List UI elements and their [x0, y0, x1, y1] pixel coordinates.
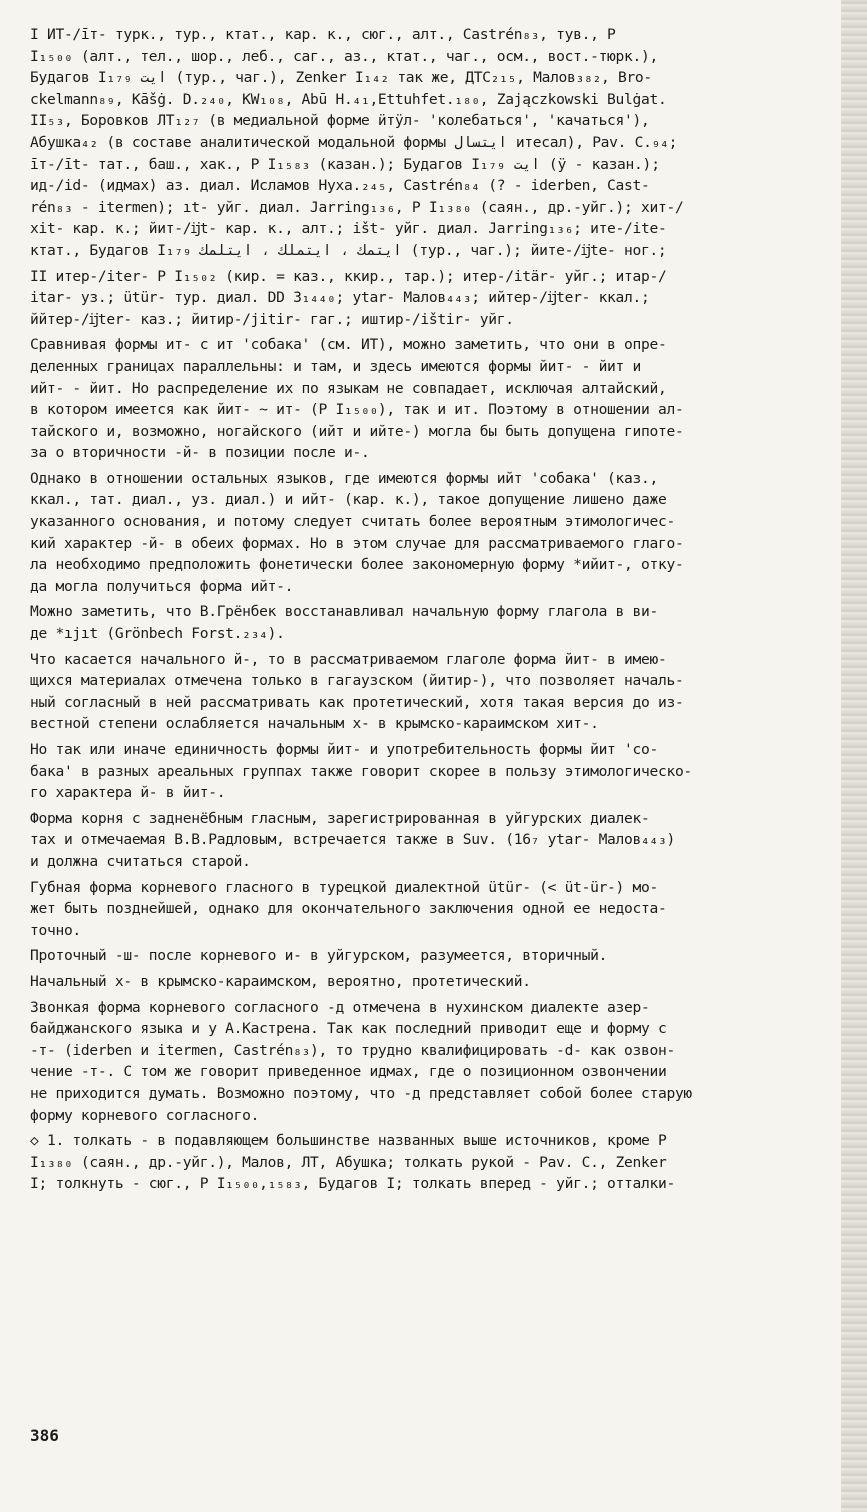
- page-number: 386: [30, 1426, 59, 1445]
- text-line: ййтер-/ĳter- каз.; йитир-/jitir- гаг.; иштир-/ištir- уйг.: [30, 310, 514, 328]
- text-line: Форма корня с задненёбным гласным, зарегистрированная в уйгурских диалек-: [30, 809, 650, 827]
- paragraph: [30, 1130, 845, 1195]
- paragraph: [30, 971, 845, 993]
- text-line: Что касается начального й-, то в рассматриваемом глаголе форма йит- в имею-: [30, 650, 667, 668]
- text-line: I; толкнуть - сюг., Р I₁₅₀₀,₁₅₈₃, Будагов I; толкать вперед - уйг.; отталки-: [30, 1175, 675, 1193]
- text-line: īт-/īt- тат., баш., хак., Р I₁₅₈₃ (казан.); Будагов I₁₇₉ ایت (ӱ - казан.);: [30, 155, 661, 173]
- text-line: ккал., тат. диал., уз. диал.) и ийт- (кар. к.), такое допущение лишено даже: [30, 491, 667, 509]
- text-line: Абушка₄₂ (в составе аналитической модальной формы ایتسال итесал), Pav. C.₉₄;: [30, 133, 678, 151]
- text-line: Губная форма корневого гласного в турецкой диалектной ütür- (< üt-ür-) мо-: [30, 878, 658, 896]
- text-line: II₅₃, Боровков ЛТ₁₂₇ (в медиальной форме ӥтӱл- 'колебаться', 'качаться'),: [30, 112, 650, 130]
- text-line: вестной степени ослабляется начальным х- в крымско-караимском хит-.: [30, 715, 599, 733]
- text-line: ид-/id- (идмах) аз. диал. Исламов Нуха.₂₄₅, Castrén₈₄ (? - iderben, Cast-: [30, 177, 650, 195]
- paragraph: [30, 997, 845, 1127]
- text-line: I₁₃₈₀ (саян., др.-уйг.), Малов, ЛТ, Абушка; толкать рукой - Pav. C., Zenker: [30, 1153, 667, 1171]
- text-line: ◇ 1. толкать - в подавляющем большинстве названных выше источников, кроме Р: [30, 1132, 667, 1150]
- text-line: Звонкая форма корневого согласного -д отмечена в нухинском диалекте азер-: [30, 998, 650, 1016]
- text-line: байджанского языка и у А.Кастрена. Так как последний приводит еще и форму с: [30, 1020, 667, 1038]
- text-line: да могла получиться форма ийт-.: [30, 577, 294, 595]
- text-line: ный согласный в ней рассматривать как протетический, хотя такая версия до из-: [30, 693, 684, 711]
- text-line: Однако в отношении остальных языков, где имеются формы ийт 'собака' (каз.,: [30, 469, 658, 487]
- paragraph: [30, 945, 845, 967]
- text-line: Проточный -ш- после корневого и- в уйгурском, разумеется, вторичный.: [30, 947, 608, 965]
- document-body: [30, 24, 845, 1199]
- text-line: деленных границах параллельны: и там, и здесь имеются формы йит- - йит и: [30, 357, 642, 375]
- text-line: Можно заметить, что В.Грёнбек восстанавливал начальную форму глагола в ви-: [30, 603, 658, 621]
- paragraph: [30, 334, 845, 464]
- text-line: тах и отмечаемая В.В.Радловым, встречается также в Suv. (16₇ ytar- Малов₄₄₃): [30, 831, 675, 849]
- paragraph: [30, 24, 845, 262]
- text-line: указанного основания, и потому следует считать более вероятным этимологичес-: [30, 513, 675, 531]
- text-line: Но так или иначе единичность формы йит- и употребительность формы йит 'со-: [30, 741, 658, 758]
- text-line: -т- (iderben и itermen, Castrén₈₃), то трудно квалифицировать -d- как озвон-: [30, 1041, 675, 1059]
- paragraph: [30, 739, 845, 804]
- text-line: Начальный х- в крымско-караимском, вероятно, протетический.: [30, 972, 531, 990]
- text-line: Будагов I₁₇₉ ایت (тур., чаг.), Zenker I₁₄₂ так же, ДТС₂₁₅, Малов₃₈₂, Bro-: [30, 69, 652, 87]
- text-line: itar- уз.; ütür- тур. диал. DD 3₁₄₄₀; ytar- Малов₄₄₃; ийтер-/ĳter- ккал.;: [30, 289, 650, 307]
- text-line: тайского и, возможно, ногайского (ийт и ийте-) могла бы быть допущена гипоте-: [30, 422, 684, 440]
- paragraph: [30, 877, 845, 942]
- paragraph: [30, 468, 845, 598]
- text-line: го характера й- в йит-.: [30, 784, 226, 802]
- text-line: и должна считаться старой.: [30, 852, 251, 870]
- text-line: I ИТ-/īт- турк., тур., ктат., кар. к., сюг., алт., Castrén₈₃, тув., Р: [30, 26, 616, 43]
- text-line: кий характер -й- в обеих формах. Но в этом случае для рассматриваемого глаго-: [30, 534, 684, 552]
- text-line: ckelmann₈₉, Kāšġ. D.₂₄₀, KW₁₀₈, Abū H.₄₁,Ettuhfet.₁₈₀, Zajączkowski Bulġat.: [30, 90, 667, 108]
- text-line: ктат., Будагов I₁₇₉ ایتمك ، ایتملك ، ایتلمك (тур., чаг.); йите-/ĳte- ног.;: [30, 241, 667, 259]
- paragraph: [30, 649, 845, 735]
- text-line: жет быть позднейшей, однако для окончательного заключения одной ее недоста-: [30, 900, 667, 918]
- text-line: форму корневого согласного.: [30, 1106, 260, 1124]
- text-line: точно.: [30, 921, 81, 939]
- text-line: I₁₅₀₀ (алт., тел., шор., леб., саг., аз., ктат., чаг., осм., вост.-тюрк.),: [30, 47, 658, 65]
- text-line: rén₈₃ - itermen); ıt- уйг. диал. Jarring₁₃₆, Р I₁₃₈₀ (саян., др.-уйг.); хит-/: [30, 198, 684, 216]
- text-line: ла необходимо предположить фонетически более закономерную форму *ийит-, отку-: [30, 556, 684, 574]
- paragraph: [30, 808, 845, 873]
- text-line: ийт- - йит. Но распределение их по языкам не совпадает, исключая алтайский,: [30, 379, 667, 397]
- text-line: за о вторичности -й- в позиции после и-.: [30, 444, 370, 462]
- text-line: xit- кар. к.; йит-/ĳt- кар. к., алт.; išt- уйг. диал. Jarring₁₃₆; ите-/ite-: [30, 220, 667, 238]
- text-line: Сравнивая формы ит- с ит 'собака' (см. ИТ), можно заметить, что они в опре-: [30, 336, 667, 354]
- text-line: де *ıjıt (Grönbech Forst.₂₃₄).: [30, 625, 285, 643]
- text-line: щихся материалах отмечена только в гагаузском (йитир-), что позволяет началь-: [30, 672, 684, 690]
- text-line: в котором имеется как йит- ~ ит- (Р I₁₅₀₀), так и ит. Поэтому в отношении ал-: [30, 401, 684, 419]
- text-line: II итер-/iter- Р I₁₅₀₂ (кир. = каз., ккир., тар.); итер-/itär- уйг.; итар-/: [30, 267, 667, 285]
- text-line: чение -т-. С том же говорит приведенное идмах, где о позиционном озвончении: [30, 1063, 667, 1081]
- text-line: бака' в разных ареальных группах также говорит скорее в пользу этимологическо-: [30, 762, 692, 780]
- paragraph: [30, 601, 845, 644]
- text-line: не приходится думать. Возможно поэтому, что -д представляет собой более старую: [30, 1084, 692, 1102]
- paragraph: [30, 266, 845, 331]
